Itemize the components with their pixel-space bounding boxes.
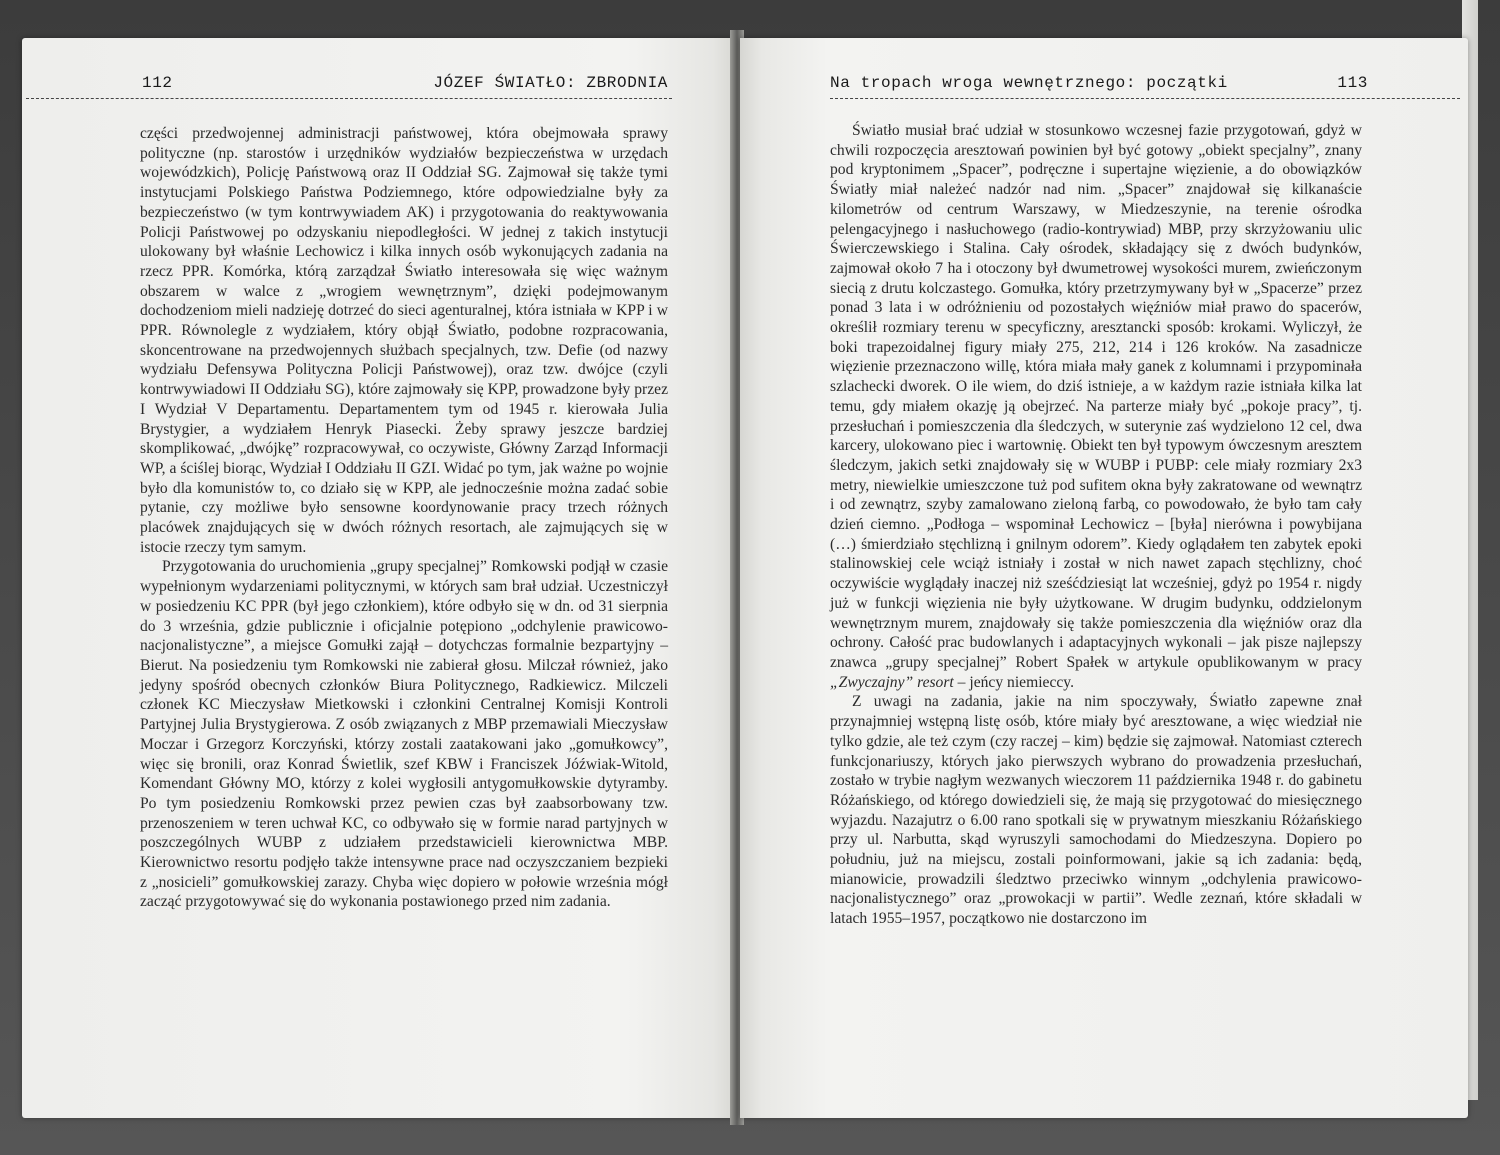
left-page (22, 38, 734, 1118)
left-body-text (140, 124, 668, 912)
paragraph (830, 121, 1362, 692)
left-running-header (26, 74, 672, 99)
page-number: 113 (1337, 74, 1368, 92)
paragraph: Z uwagi na zadania, jakie na nim spoczywały, Światło zapewne znał przynajmniej wstępną listę osób, które miały być aresztowane, a więc wiedział nie tylko gdzie, ale też czym (czy raczej – kim) będzie się zajmował. Natomiast czterech funkcjonariuszy, których jako pierwszych wybrano do prowadzenia przesłuchań, zostało w trybie nagłym wezwanych wieczorem 11 października 1948 r. do gabinetu Różańskiego, od którego dowiedzieli się, że mają się przygotować do miesięcznego wyjazdu. Nazajutrz o 6.00 rano spotkali się w prywatnym mieszkaniu Różańskiego przy ul. Narbutta, skąd wyruszyli samochodami do Miedzeszyna. Dopiero po południu, już na miejscu, zostali poinformowani, jakie są ich zadania: będą, mianowicie, prowadzili śledztwo przeciwko winnym „odchylenia prawicowo-nacjonalistycznego” oraz „prowokacji w partii”. Wedle zeznań, które składali w latach 1955–1957, początkowo nie dostarczono im (830, 693, 1362, 928)
paragraph-text: – jeńcy niemieccy. (953, 673, 1074, 691)
running-head-title: Na tropach wroga wewnętrznego: początki (830, 74, 1228, 92)
right-running-header (830, 74, 1460, 99)
page-number: 112 (142, 74, 173, 92)
paragraph-text: Światło musiał brać udział w stosunkowo wczesnej fazie przygotowań, gdyż w chwili rozpoczęcia aresztowań powinien był być gotowy „obiekt specjalny”, znany pod kryptonimem „Spacer”, podręczne i supertajne więzienie, a do obowiązków Światły miał należeć nadzór nad nim. „Spacer” znajdował się kilkanaście kilometrów od centrum Warszawy, w Miedzeszynie, na terenie ośrodka pelengacyjnego i nasłuchowego (radio-kontrywiad) MBP, przy skrzyżowaniu ulic Świerczewskiego i Stalina. Cały ośrodek, składający się z dwóch budynków, zajmował około 7 ha i otoczony był dwumetrowej wysokości murem, zwieńczonym siecią z drutu kolczastego. Gomułka, który przetrzymywany był w „Spacerze” przez ponad 3 lata i w odróżnieniu od pozostałych więźniów miał prawo do spacerów, określił rozmiary terenu w specyficzny, aresztancki sposób: krokami. Wyliczył, że boki trapezoidalnej figury miały 275, 212, 214 i 126 kroków. Na zasadnicze więzienie przeznaczono willę, która miała mały ganek z kolumnami i przypominała szlachecki dworek. O ile wiem, do dziś istnieje, a w każdym razie istniała kilka lat temu, gdy miałem okazję ją obejrzeć. Na parterze miały być „pokoje pracy”, tj. przesłuchań i pomieszczenia dla śledczych, w suterynie zaś wydzielono 12 cel, dwa karcery, ulokowano piec i wartownię. Obiekt ten był typowym ówczesnym aresztem śledczym, jakich setki znajdowały się w WUBP i PUBP: cele miały rozmiary 2x3 metry, niewielkie umieszczone tuż pod sufitem okna były zakratowane od wewnątrz i od zewnątrz, szyby zamalowano zieloną farbą, co powodowało, że było tam cały dzień ciemno. „Podłoga – wspominał Lechowicz – [była] nierówna i powybijana (…) śmierdziało stęchlizną i gnilnym odorem”. Kiedy oglądałem ten zabytek epoki stalinowskiej cele wciąż istniały i został w nich nawet zapach stęchlizny, choć oczywiście wyglądały inaczej niż sześćdziesiąt lat wcześniej, gdyż po 1954 r. nigdy już w funkcji więzienia nie były użytkowane. W drugim budynku, oddzielonym wewnętrznym murem, znajdowały się także pomieszczenia dla więźniów oraz dla ochrony. Całość prac budowlanych i adaptacyjnych wykonali – jak pisze najlepszy znawca „grupy specjalnej” Robert Spałek w artykule opublikowanym w pracy (830, 122, 1362, 671)
italic-title: „Zwyczajny” resort (830, 673, 954, 691)
right-body-text (830, 121, 1362, 929)
running-head-title: JÓZEF ŚWIATŁO: ZBRODNIA (433, 74, 668, 92)
paragraph: Przygotowania do uruchomienia „grupy specjalnej” Romkowski podjął w czasie wypełnionym wydarzeniami politycznymi, w których sam brał udział. Uczestniczył w posiedzeniu KC PPR (był jego członkiem), które odbyło się w dn. od 31 sierpnia do 3 września, gdzie publicznie i oficjalnie potępiono „odchylenie prawicowo-nacjonalistyczne”, a miejsce Gomułki zajął – dotychczas formalnie bezpartyjny – Bierut. Na posiedzeniu tym Romkowski nie zabierał głosu. Milczał również, jako jedyny spośród obecnych członków Biura Politycznego, Radkiewicz. Milczeli członek KC Mieczysław Mietkowski i członkini Centralnej Komisji Kontroli Partyjnej Julia Brystygierowa. Z osób związanych z MBP przemawiali Mieczysław Moczar i Grzegorz Korczyński, którzy zostali zaatakowani jako „gomułkowcy”, więc się bronili, oraz Konrad Świetlik, szef KBW i Franciszek Jóźwiak-Witold, Komendant Główny MO, którzy z kolei wygłosili antygomułkowskie dytyramby. Po tym posiedzeniu Romkowski przez pewien czas był zaabsorbowany tzw. przenoszeniem w teren uchwał KC, co odbywało się w formie narad partyjnych w poszczególnych WUBP z udziałem przedstawicieli kierownictwa MBP. Kierownictwo resortu podjęło także intensywne prace nad oczyszczaniem bezpieki z „nosicieli” gomułkowskiej zarazy. Chyba więc dopiero w połowie września mógł zacząć przygotowywać się do wykonania postawionego przed nim zadania. (140, 558, 668, 911)
paragraph: części przedwojennej administracji państwowej, która obejmowała sprawy polityczne (np. starostów i urzędników wydziałów bezpieczeństwa w urzędach wojewódzkich), Policję Państwową oraz II Oddział SG. Zajmował się także tymi instytucjami Polskiego Państwa Podziemnego, które odpowiedzialne były za bezpieczeństwo (w tym kontrwywiadem AK) i przygotowania do reaktywowania Policji Państwowej po odzyskaniu niepodległości. W jednej z takich instytucji ulokowany był właśnie Lechowicz i kilka innych osób wykonujących zadania na rzecz PPR. Komórka, którą zarządzał Światło interesowała się więc ważnym obszarem w walce z „wrogiem wewnętrznym”, dzięki podejmowanym dochodzeniom mieli nadzieję dotrzeć do sieci agenturalnej, która istniała w KPP i w PPR. Równolegle z wydziałem, który objął Światło, podobne rozpracowania, skoncentrowane na przedwojennych służbach specjalnych, tzw. Defie (od nazwy wydziału Defensywa Polityczna Policji Państwowej), oraz tzw. dwójce (czyli kontrwywiadowi II Oddziału SG), które zajmowały się KPP, prowadzone były przez I Wydział V Departamentu. Departamentem tym od 1945 r. kierowała Julia Brystygier, a wydziałem Henryk Piasecki. Żeby sprawy jeszcze bardziej skomplikować, „dwójkę” rozpracowywał, co oczywiste, Główny Zarząd Informacji WP, a ściślej biorąc, Wydział I Oddziału II GZI. Widać po tym, jak ważne po wojnie było dla komunistów to, co działo się w KPP, ale jednocześnie można zadać sobie pytanie, czy możliwe było sensowne koordynowanie pracy trzech różnych placówek znajdujących się w dwóch różnych resortach, ale zajmujących się w istocie rzeczy tym samym. (140, 125, 668, 556)
right-page (740, 38, 1468, 1118)
